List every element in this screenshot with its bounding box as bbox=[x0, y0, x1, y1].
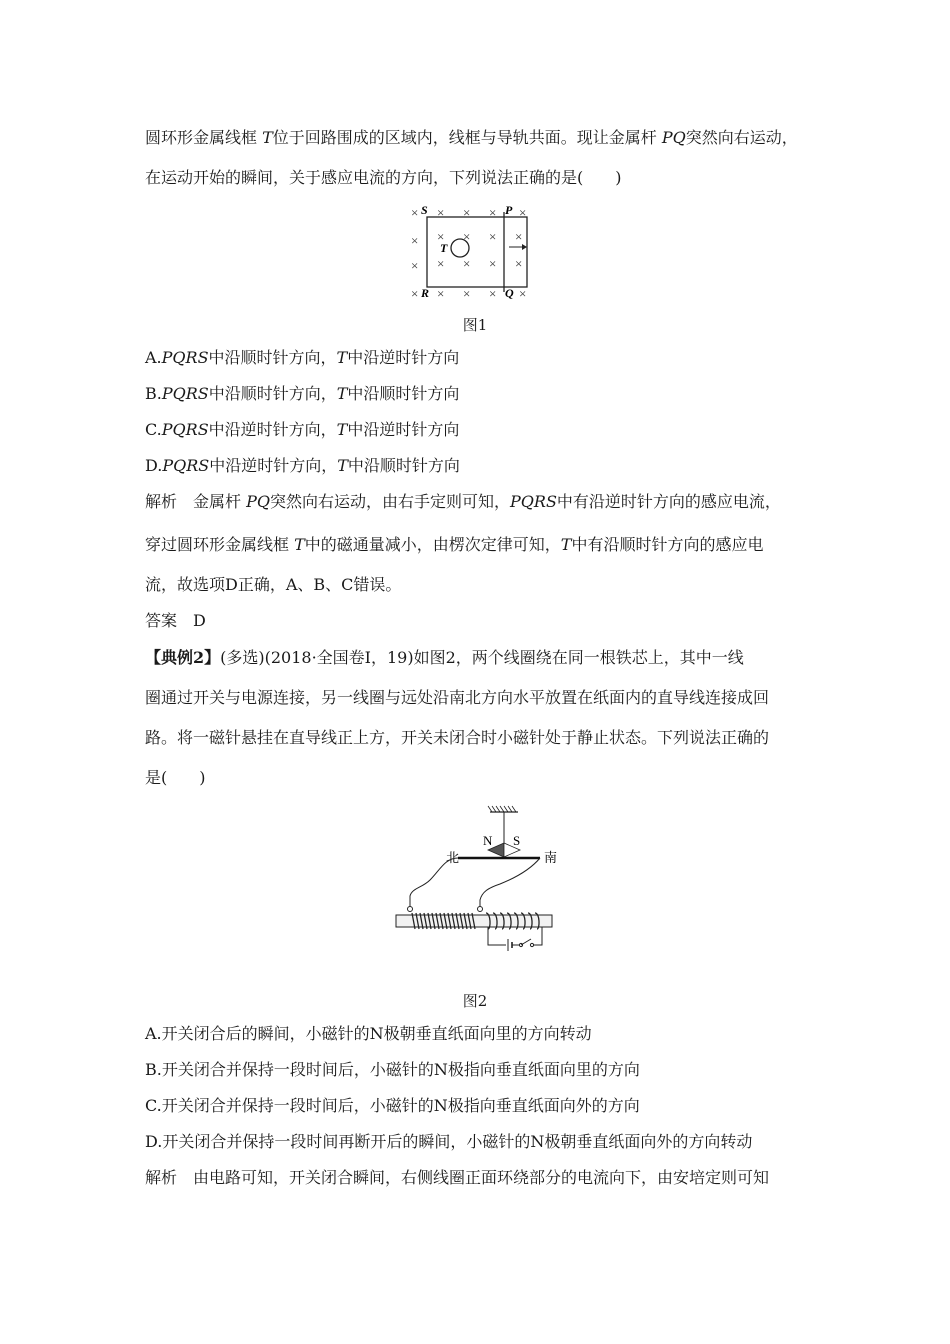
figure-2-coil-diagram bbox=[390, 800, 560, 960]
field-cross: × bbox=[411, 233, 419, 248]
primary-circuit bbox=[488, 927, 506, 945]
q1-option-d: D.PQRS中沿逆时针方向，T中沿顺时针方向 bbox=[145, 456, 460, 475]
q2-option-c: C.开关闭合并保持一段时间后，小磁针的N极指向垂直纸面向外的方向 bbox=[145, 1096, 640, 1115]
label-r: R bbox=[421, 286, 430, 300]
field-cross: × bbox=[437, 205, 445, 220]
field-cross: × bbox=[515, 256, 523, 271]
q1-answer: 答案 D bbox=[145, 611, 206, 630]
field-cross: × bbox=[489, 229, 497, 244]
q1-stem-line1: 圆环形金属线框 T位于回路围成的区域内，线框与导轨共面。现让金属杆 PQ突然向右运动， bbox=[145, 128, 798, 147]
field-cross: × bbox=[489, 286, 497, 300]
field-cross: × bbox=[519, 286, 527, 300]
figure-1-circuit-diagram bbox=[405, 200, 535, 300]
q2-analysis-line1: 解析 由电路可知，开关闭合瞬间，右侧线圈正面环绕部分的电流向下，由安培定则可知 bbox=[145, 1168, 770, 1187]
arrow-head bbox=[522, 244, 527, 250]
field-cross: × bbox=[519, 205, 527, 220]
label-needle-s: S bbox=[513, 833, 521, 848]
field-cross: × bbox=[463, 286, 471, 300]
q2-stem-line4: 是( ) bbox=[145, 768, 206, 787]
field-cross: × bbox=[437, 286, 445, 300]
field-cross: × bbox=[411, 286, 419, 300]
label-s: S bbox=[421, 203, 428, 217]
ceiling-hatch bbox=[488, 806, 516, 812]
lead-wire-left bbox=[410, 858, 458, 908]
q2-stem-line1: 【典例2】(多选)(2018·全国卷Ⅰ，19)如图2，两个线圈绕在同一根铁芯上，其中一线 bbox=[145, 648, 744, 667]
field-cross: × bbox=[515, 229, 523, 244]
q2-option-d: D.开关闭合并保持一段时间再断开后的瞬间，小磁针的N极朝垂直纸面向外的方向转动 bbox=[145, 1132, 753, 1151]
field-cross: × bbox=[463, 205, 471, 220]
q1-stem-line2: 在运动开始的瞬间，关于感应电流的方向，下列说法正确的是( ) bbox=[145, 168, 622, 187]
field-cross: × bbox=[489, 256, 497, 271]
q1-option-b: B.PQRS中沿顺时针方向，T中沿顺时针方向 bbox=[145, 384, 460, 403]
terminal-left bbox=[408, 907, 413, 912]
terminal-right bbox=[478, 907, 483, 912]
q1-option-a: A.PQRS中沿顺时针方向，T中沿逆时针方向 bbox=[145, 348, 460, 367]
switch-blade bbox=[521, 939, 531, 945]
field-cross: × bbox=[411, 258, 419, 273]
q2-stem-line2: 圈通过开关与电源连接，另一线圈与远处沿南北方向水平放置在纸面内的直导线连接成回 bbox=[145, 688, 770, 707]
field-cross: × bbox=[437, 229, 445, 244]
figure-2-caption: 图2 bbox=[462, 992, 488, 1010]
label-t: T bbox=[440, 241, 448, 255]
label-south: 南 bbox=[544, 850, 558, 865]
q1-analysis-line3: 流，故选项D正确，A、B、C错误。 bbox=[145, 575, 402, 594]
q2-tag: 【典例2】 bbox=[145, 648, 221, 667]
field-cross: × bbox=[437, 256, 445, 271]
q2-stem-line3: 路。将一磁针悬挂在直导线正上方，开关未闭合时小磁针处于静止状态。下列说法正确的 bbox=[145, 728, 770, 747]
figure-1-caption: 图1 bbox=[462, 316, 488, 334]
q2-option-b: B.开关闭合并保持一段时间后，小磁针的N极指向垂直纸面向里的方向 bbox=[145, 1060, 640, 1079]
label-north: 北 bbox=[446, 850, 460, 865]
field-cross: × bbox=[463, 256, 471, 271]
lead-wire-right bbox=[480, 858, 540, 908]
field-cross: × bbox=[411, 205, 419, 220]
field-cross: × bbox=[489, 205, 497, 220]
field-cross: × bbox=[463, 229, 471, 244]
label-q: Q bbox=[505, 286, 514, 300]
label-needle-n: N bbox=[483, 833, 493, 848]
q1-option-c: C.PQRS中沿逆时针方向，T中沿逆时针方向 bbox=[145, 420, 460, 439]
q1-analysis-line2: 穿过圆环形金属线框 T中的磁通量减小，由楞次定律可知，T中有沿顺时针方向的感应电 bbox=[145, 535, 764, 554]
q1-analysis-line1: 解析 金属杆 PQ突然向右运动，由右手定则可知，PQRS中有沿逆时针方向的感应电流， bbox=[145, 492, 781, 511]
label-p: P bbox=[505, 203, 513, 217]
q2-option-a: A.开关闭合后的瞬间，小磁针的N极朝垂直纸面向里的方向转动 bbox=[145, 1024, 592, 1043]
